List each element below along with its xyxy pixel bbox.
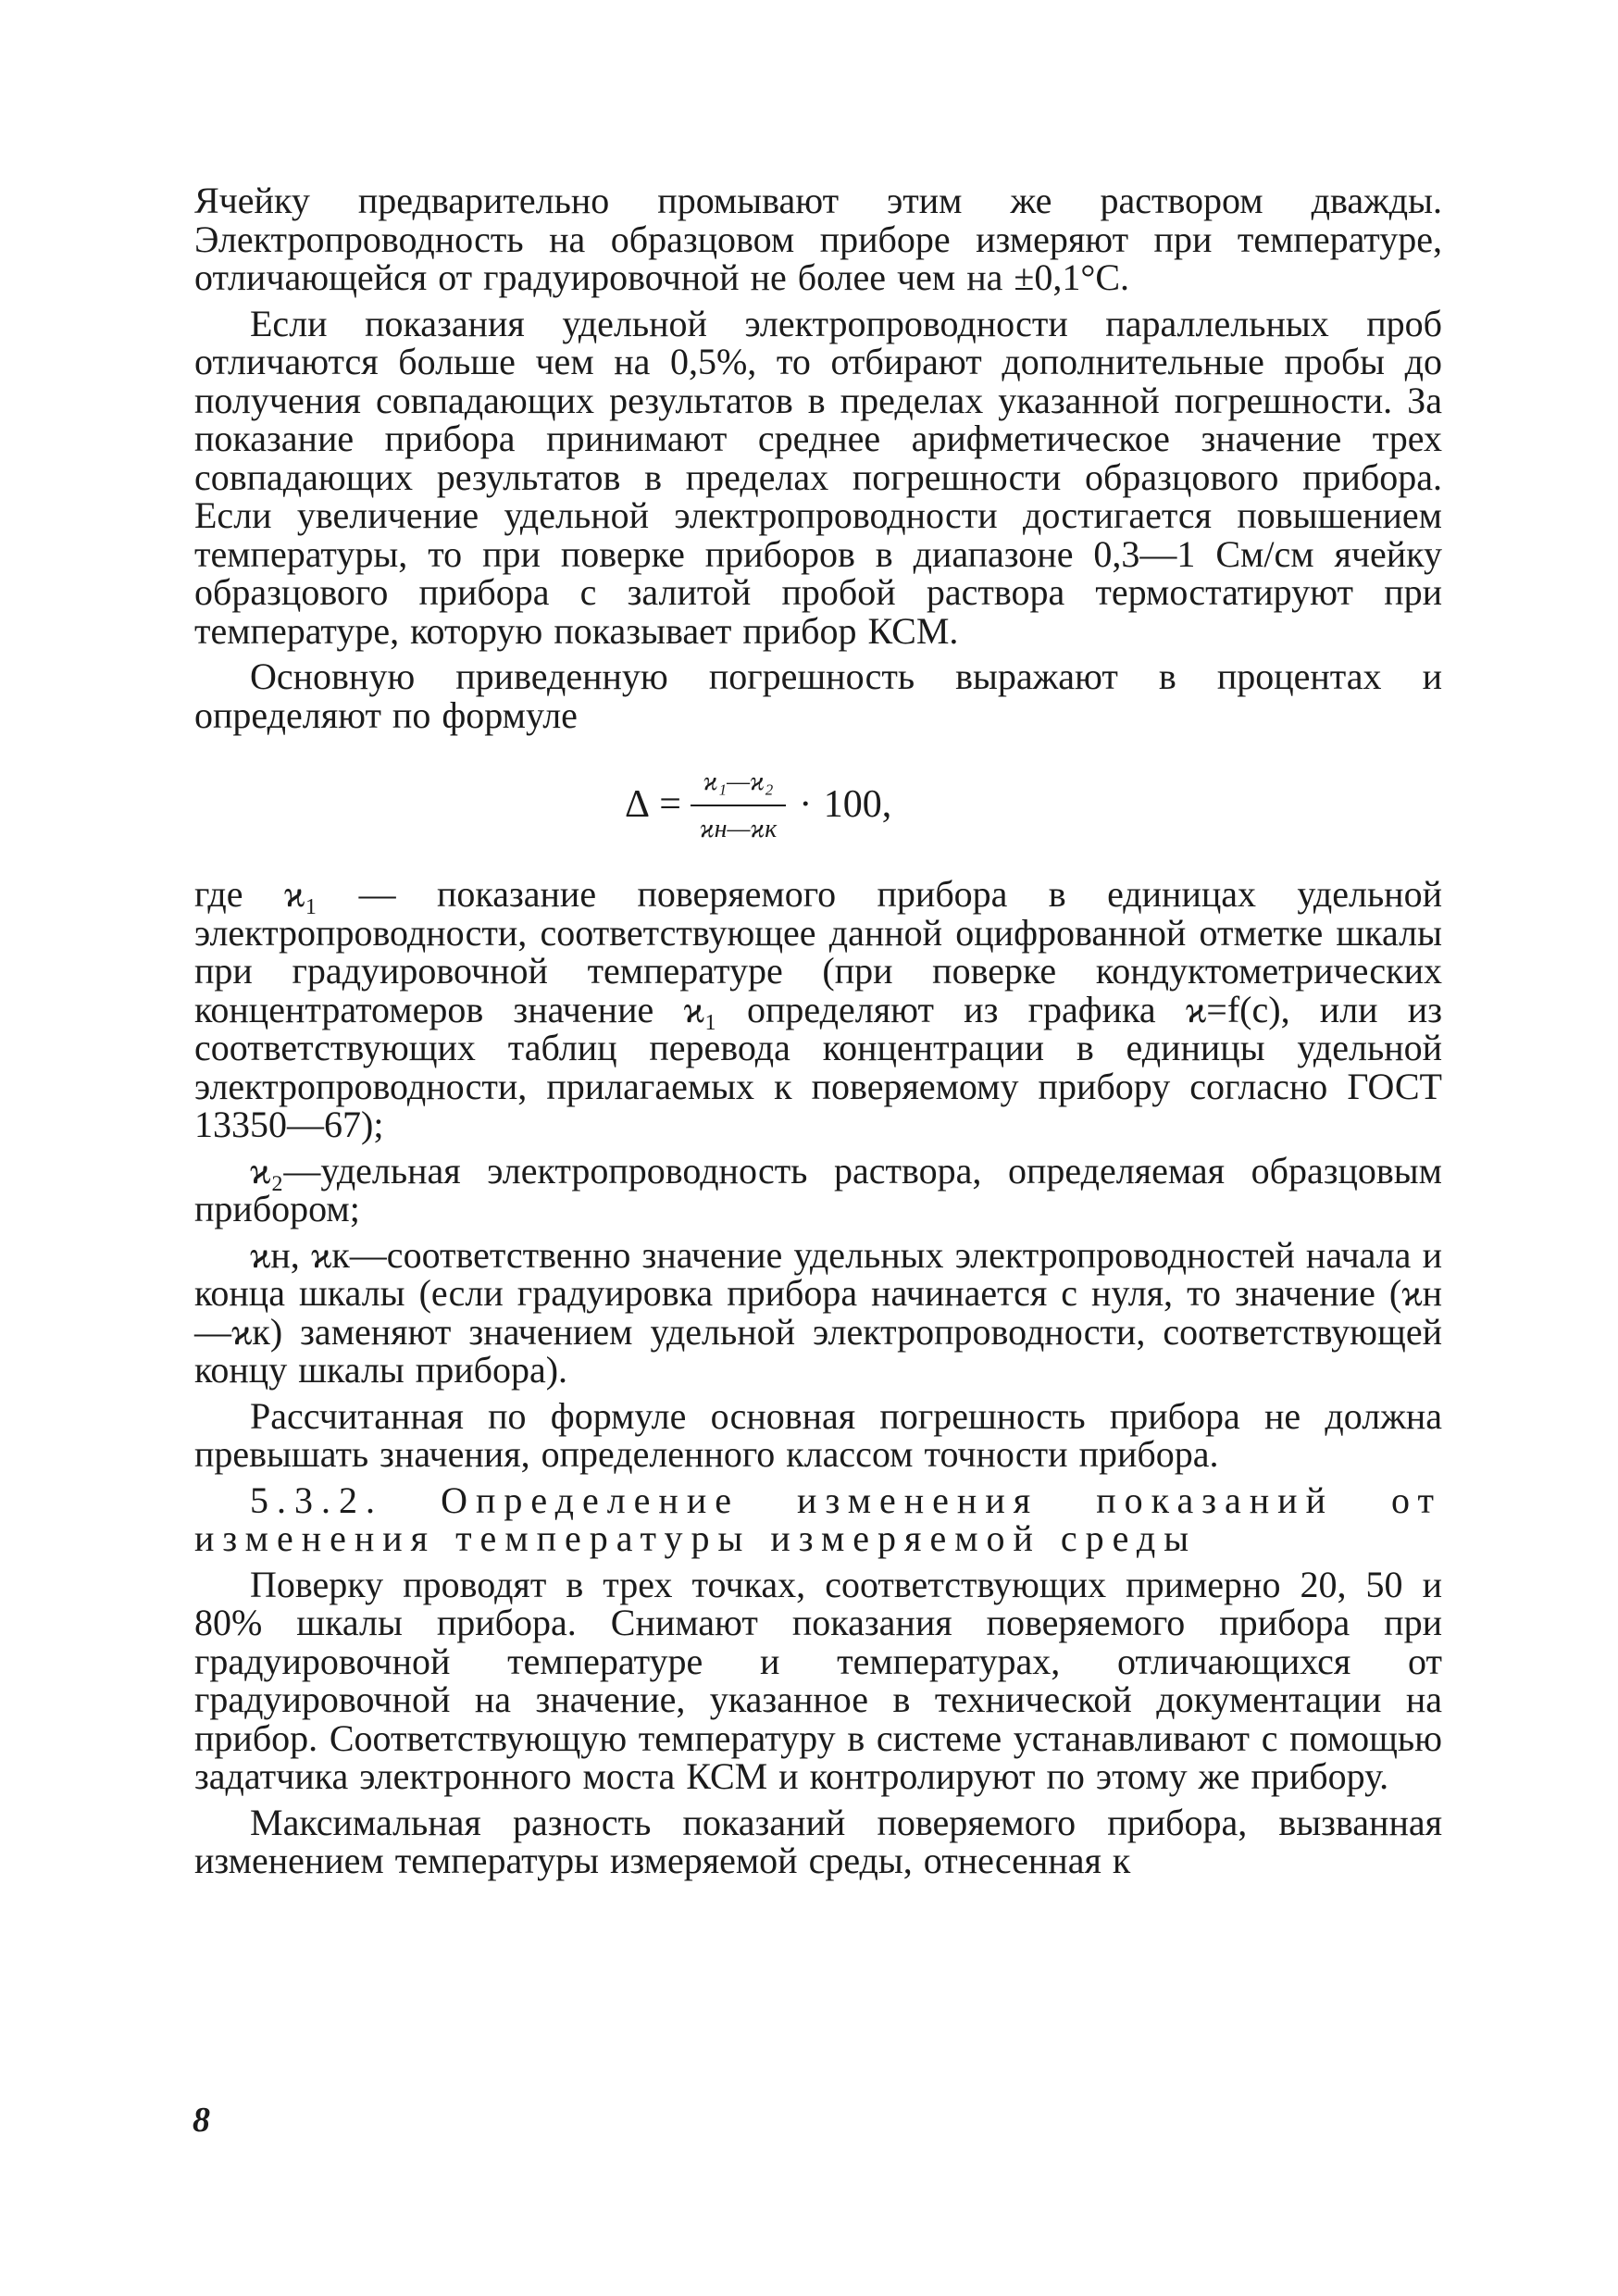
paragraph: Максимальная разность показаний поверяемого прибора, вызванная изменением температуры измеряемой среды, отнесенная к	[194, 1801, 1442, 1881]
paragraph: ϰн, ϰк—соответственно значение удельных электропроводностей начала и конца шкалы (если градуировка прибора начинается с нуля, то значение (ϰн—ϰк) заменяют значением удельной электропроводности, соответствующей концу шкалы прибора).	[194, 1233, 1442, 1391]
paragraph: Основную приведенную погрешность выражают в процентах и определяют по формуле	[194, 655, 1442, 736]
paragraph: Рассчитанная по формуле основная погрешность прибора не должна превышать значения, определенного классом точности прибора.	[194, 1394, 1442, 1475]
formula-fraction	[687, 763, 790, 849]
paragraph: Ячейку предварительно промывают этим же раствором дважды. Электропроводность на образцовом приборе измеряют при температуре, отличающейся от градуировочной не более чем на ±0,1°С.	[194, 180, 1442, 298]
error-formula	[625, 745, 891, 866]
formula-block	[194, 745, 1442, 866]
formula-denominator: ϰн—ϰк	[699, 815, 778, 843]
paragraph: где ϰ₁ — показание поверяемого прибора в единицах удельной электропроводности, соответствующее данной оцифрованной отметке шкалы при градуировочной температуре (при поверке кондуктометрических концентратомеров значение ϰ₁ определяют из графика ϰ=f(c), или из соответствующих таблиц перевода концентрации в единицы удельной электропроводности, прилагаемых к поверяемому прибору согласно ГОСТ 13350—67);	[194, 873, 1442, 1145]
paragraph: Поверку проводят в трех точках, соответствующих примерно 20, 50 и 80% шкалы прибора. Снимают показания поверяемого прибора при градуировочной температуре и температурах, отличающихся от градуировочной на значение, указанное в технической документации на прибор. Соответствующую температуру в системе устанавливают с помощью задатчика электронного моста КСМ и контролируют по этому же прибору.	[194, 1563, 1442, 1797]
formula-numerator: ϰ₁—ϰ₂	[691, 763, 787, 807]
formula-rhs: · 100,	[799, 783, 892, 827]
body-text	[194, 181, 1442, 1888]
paragraph: Если показания удельной электропроводности параллельных проб отличаются больше чем на 0,5%, то отбирают дополнительные пробы до получения совпадающих результатов в пределах указанной погрешности. За показание прибора принимают среднее арифметическое значение трех совпадающих результатов в пределах погрешности образцового прибора. Если увеличение удельной электропроводности достигается повышением температуры, то при поверке приборов в диапазоне 0,3—1 См/см ячейку образцового прибора с залитой пробой раствора термостатируют при температуре, которую показывает прибор КСМ.	[194, 302, 1442, 652]
section-heading: 5.3.2. Определение изменения показаний от изменения температуры измеряемой среды	[194, 1479, 1442, 1559]
formula-lhs: Δ =	[625, 783, 681, 827]
paragraph: ϰ₂—удельная электропроводность раствора, определяемая образцовым прибором;	[194, 1149, 1442, 1229]
page-number: 8	[193, 2101, 210, 2140]
